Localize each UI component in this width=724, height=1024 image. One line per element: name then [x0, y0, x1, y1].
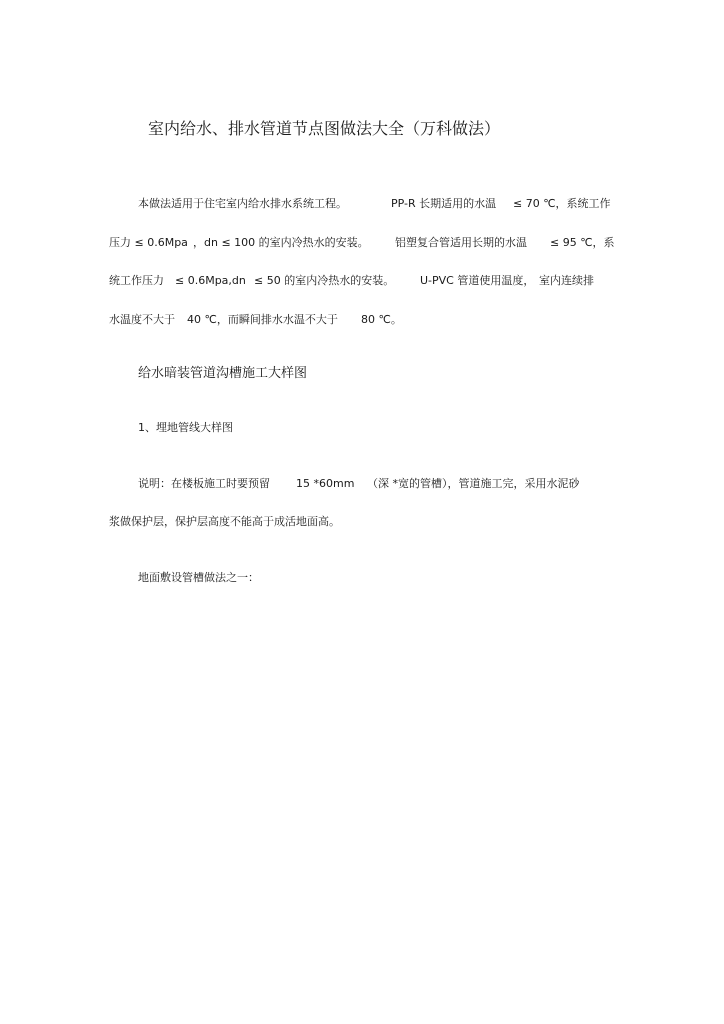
note-line-2: 浆做保护层，保护层高度不能高于成活地面高。	[109, 515, 340, 528]
intro-line-3-b: ≤ 0.6Mpa,dn	[175, 274, 246, 287]
intro-line-1-a: 本做法适用于住宅室内给水排水系统工程。	[138, 197, 347, 210]
sub-heading: 1、埋地管线大样图	[138, 421, 233, 434]
intro-line-3-c: ≤ 50 的室内冷热水的安装。	[254, 274, 395, 287]
intro-line-1-b: PP-R 长期适用的水温	[391, 197, 497, 210]
intro-line-2-b: ，dn ≤ 100 的室内冷热水的安装。	[193, 236, 369, 249]
intro-line-3-a: 统工作压力	[109, 274, 164, 287]
intro-line-3-d: U-PVC 管道使用温度，	[420, 274, 535, 287]
intro-line-2-c: 铝塑复合管适用长期的水温	[395, 236, 527, 249]
intro-line-4-c: 80 ℃。	[361, 313, 402, 326]
intro-line-4	[109, 313, 619, 369]
note-line-1-a: 说明：在楼板施工时要预留	[138, 477, 270, 490]
note-line-1-c: （深 *宽的管槽），管道施工完，采用水泥砂	[367, 477, 580, 490]
intro-line-2-d: ≤ 95 ℃，系	[550, 236, 615, 249]
intro-line-1-c: ≤ 70 ℃，系统工作	[513, 197, 611, 210]
method-label: 地面敷设管槽做法之一：	[138, 571, 259, 584]
section-heading: 给水暗装管道沟槽施工大样图	[138, 366, 308, 381]
intro-line-2-a: 压力 ≤ 0.6Mpa	[109, 236, 188, 249]
intro-line-4-a: 水温度不大于	[109, 313, 175, 326]
intro-line-3-e: 室内连续排	[539, 274, 594, 287]
note-line-1-b: 15 *60mm	[296, 477, 355, 490]
intro-line-4-b: 40 ℃，而瞬间排水水温不大于	[187, 313, 338, 326]
page-title: 室内给水、排水管道节点图做法大全（万科做法）	[148, 119, 501, 138]
